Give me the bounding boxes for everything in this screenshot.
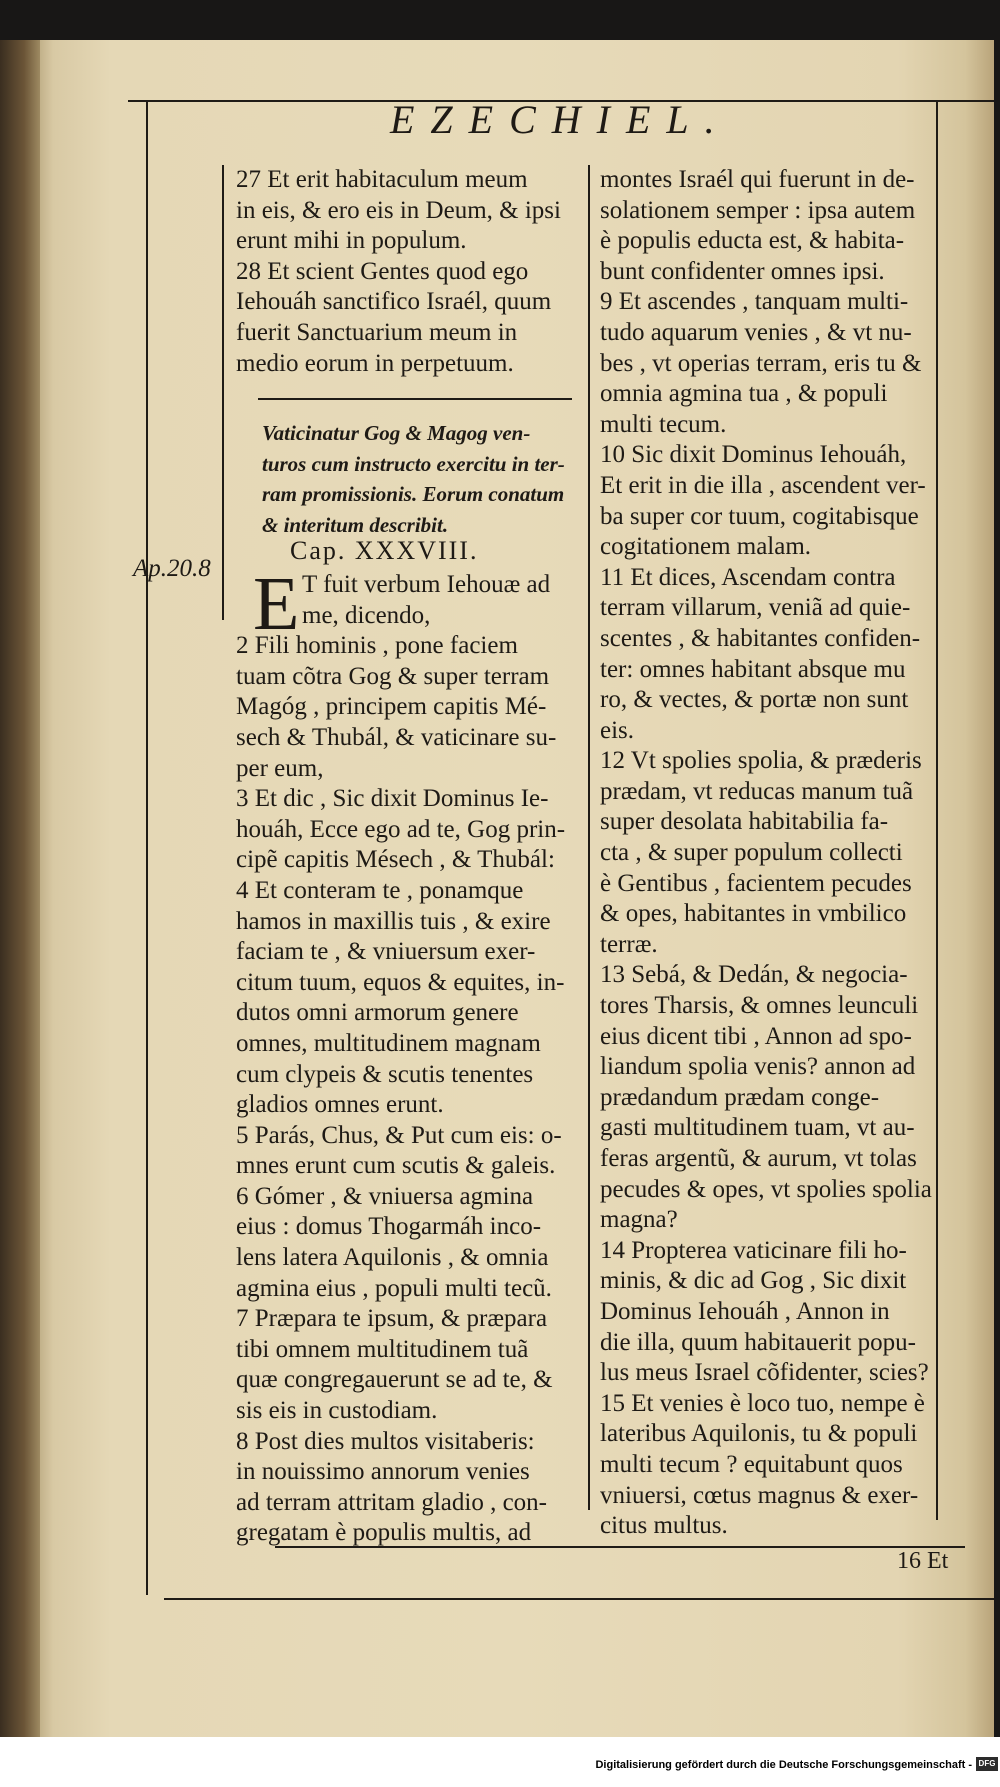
text-line: magna? [600,1206,678,1234]
text-line: 9 Et ascendes , tanquam multi- [600,288,909,316]
text-line: citus multus. [600,1512,728,1540]
text-line: gasti multitudinem tuam, vt au- [600,1114,915,1142]
text-line: lus meus Israel cõfidenter, scies? [600,1359,929,1387]
text-line: vniuersi, cœtus magnus & exer- [600,1481,919,1509]
summary-line: turos cum instructo exercitu in ter- [262,451,565,476]
text-line: 8 Post dies multos visitaberis: [236,1427,535,1455]
text-line: 4 Et conteram te , ponamque [236,876,524,904]
text-line: 14 Propterea vaticinare fili ho- [600,1236,907,1264]
text-line: gregatam è populis multis, ad [236,1519,532,1547]
page-bottom-rule [164,1598,994,1600]
text-line: erunt mihi in populum. [236,227,467,255]
summary-line: ram promissionis. Eorum conatum [262,482,565,507]
page-gutter [0,40,40,1737]
text-line: 27 Et erit habitaculum meum [236,166,528,193]
text-line: ro, & vectes, & portæ non sunt [600,686,909,714]
text-line: 3 Et dic , Sic dixit Dominus Ie- [236,785,549,813]
text-line: bes , vt operias terram, eris tu & [600,349,922,377]
section-rule [258,398,572,400]
text-line: faciam te , & vniuersum exer- [236,938,536,966]
text-line: agmina eius , populi multi tecũ. [236,1274,552,1302]
right-border-rule [936,100,938,1520]
right-column [600,165,932,1542]
text-line: tibi omnem multitudinem tuã [236,1335,529,1363]
text-line: prædam, vt reducas manum tuã [600,777,914,805]
text-line: 2 Fili hominis , pone faciem [236,632,518,660]
text-line: pecudes & opes, vt spolies spolia [600,1175,932,1203]
text-line: mnes erunt cum scutis & galeis. [236,1152,556,1180]
center-divider-rule [588,165,590,1510]
text-line: die illa, quum habitauerit popu- [600,1328,916,1356]
text-line: tudo aquarum venies , & vt nu- [600,318,912,346]
text-line: è populis educta est, & habita- [600,227,905,255]
text-line: T fuit verbum Iehouæ ad [302,571,551,598]
inner-left-rule [222,165,224,620]
summary-line: Vaticinatur Gog & Magog ven- [262,421,531,445]
text-line: liandum spolia venis? annon ad [600,1053,916,1081]
text-line: 7 Præpara te ipsum, & præpara [236,1305,548,1333]
text-line: solationem semper : ipsa autem [600,196,916,224]
left-column-top [236,165,561,379]
text-line: 6 Gómer , & vniuersa agmina [236,1182,534,1210]
left-border-rule [146,100,148,1595]
text-line: me, dicendo, [302,601,431,629]
text-line: cogitationem malam. [600,533,812,561]
text-line: lateribus Aquilonis, tu & populi [600,1420,918,1448]
text-line: sis eis in custodiam. [236,1397,438,1425]
text-line: montes Israél qui fuerunt in de- [600,166,915,193]
text-line: multi tecum. [600,410,727,438]
text-line: gladios omnes erunt. [236,1091,444,1119]
text-line: cta , & super populum collecti [600,839,903,867]
text-line: fuerit Sanctuarium meum in [236,318,518,346]
text-line: citum tuum, equos & equites, in- [236,968,565,996]
text-line: terram villarum, veniã ad quie- [600,594,911,622]
text-line: eius : domus Thogarmáh inco- [236,1213,542,1241]
text-line: quæ congregauerunt se ad te, & [236,1366,553,1394]
text-line: 28 Et scient Gentes quod ego [236,257,529,285]
text-line: ad terram attritam gladio , con- [236,1488,547,1516]
text-line: lens latera Aquilonis , & omnia [236,1244,549,1272]
text-line: terræ. [600,930,658,958]
text-line: medio eorum in perpetuum. [236,349,514,377]
text-line: per eum, [236,754,324,782]
chapter-summary [262,418,565,540]
text-line: 12 Vt spolies spolia, & præderis [600,747,922,775]
catchword: 16 Et [897,1548,949,1574]
text-line: houáh, Ecce ego ad te, Gog prin- [236,815,566,843]
text-line: multi tecum ? equitabunt quos [600,1450,903,1478]
digitization-credit: Digitalisierung gefördert durch die Deutsche Forschungsgemeinschaft - [595,1759,972,1771]
text-line: 15 Et venies è loco tuo, nempe è [600,1389,925,1417]
text-line: cipẽ capitis Mésech , & Thubál: [236,846,555,874]
text-line: Dominus Iehouáh , Annon in [600,1297,890,1325]
summary-line: & interitum describit. [262,512,449,537]
margin-note: Ap.20.8 [133,555,211,582]
text-line: tuam cõtra Gog & super terram [236,662,550,690]
text-line: in eis, & ero eis in Deum, & ipsi [236,196,561,224]
left-column-body [236,570,565,1549]
text-line: dutos omni armorum genere [236,999,519,1027]
running-title: EZECHIEL. [390,97,731,142]
chapter-heading: Cap. XXXVIII. [290,536,479,565]
text-line: in nouissimo annorum venies [236,1458,530,1486]
text-line: scentes , & habitantes confiden- [600,624,921,652]
text-line: 10 Sic dixit Dominus Iehouáh, [600,441,907,469]
text-line: cum clypeis & scutis tenentes [236,1060,534,1088]
text-line: bunt confidenter omnes ipsi. [600,257,885,285]
text-line: hamos in maxillis tuis , & exire [236,907,551,935]
text-line: prædandum prædam conge- [600,1083,880,1111]
text-line: omnes, multitudinem magnam [236,1029,541,1057]
text-line: 5 Parás, Chus, & Put cum eis: o- [236,1121,562,1149]
text-line: 11 Et dices, Ascendam contra [600,563,896,591]
text-line: è Gentibus , facientem pecudes [600,869,912,897]
text-line: ter: omnes habitant absque mu [600,655,906,683]
text-line: eius dicent tibi , Annon ad spo- [600,1022,912,1050]
text-line: Magóg , principem capitis Mé- [236,693,547,721]
text-line: omnia agmina tua , & populi [600,380,888,408]
text-line: feras argentũ, & aurum, vt tolas [600,1145,917,1172]
text-line: tores Tharsis, & omnes leunculi [600,992,919,1020]
text-line: ba super cor tuum, cogitabisque [600,502,919,530]
text-line: Et erit in die illa , ascendent ver- [600,471,926,499]
drop-cap: E [253,562,300,646]
text-line: minis, & dic ad Gog , Sic dixit [600,1267,907,1295]
text-line: & opes, habitantes in vmbilico [600,900,907,928]
dfg-logo: DFG [976,1757,998,1771]
text-line: Iehouáh sanctifico Israél, quum [236,288,552,316]
text-line: super desolata habitabilia fa- [600,808,889,836]
text-line: eis. [600,716,635,744]
text-line: 13 Sebá, & Dedán, & negocia- [600,961,908,989]
text-line: sech & Thubál, & vaticinare su- [236,723,557,751]
